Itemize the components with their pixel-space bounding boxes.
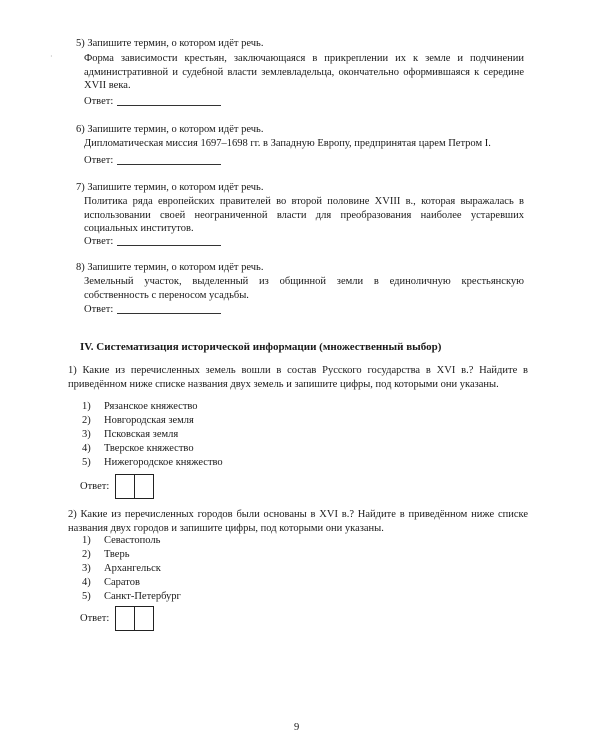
option-label: Санкт-Петербург — [104, 591, 181, 602]
q8-answer-line[interactable] — [117, 313, 221, 314]
section-title: IV. Систематизация исторической информации (множественный выбор) — [80, 341, 442, 353]
list-item — [82, 562, 181, 576]
option-number: 4) — [82, 443, 91, 454]
option-label: Саратов — [104, 577, 140, 588]
option-label: Тверь — [104, 549, 130, 560]
q7-answer-line[interactable] — [117, 245, 221, 246]
mc2-answer-label: Ответ: — [80, 613, 110, 624]
q8-answer-label: Ответ: — [84, 304, 114, 315]
q8-heading: 8) Запишите термин, о котором идёт речь. — [76, 262, 264, 273]
option-number: 4) — [82, 577, 91, 588]
answer-cell[interactable] — [135, 606, 154, 631]
q7-heading: 7) Запишите термин, о котором идёт речь. — [76, 182, 264, 193]
q8-text: Земельный участок, выделенный из общинной земли в единоличную крестьянскую собственность с переносом усадьбы. — [84, 276, 524, 301]
option-label: Псковская земля — [104, 429, 179, 440]
option-label: Архангельск — [104, 563, 161, 574]
q7-answer-label: Ответ: — [84, 236, 114, 247]
list-item — [82, 456, 223, 470]
option-number: 3) — [82, 429, 91, 440]
option-number: 5) — [82, 457, 91, 468]
list-item — [82, 590, 181, 604]
mc1-answer-boxes — [115, 474, 154, 499]
option-label: Новгородская земля — [104, 415, 194, 426]
option-number: 2) — [82, 549, 91, 560]
option-number: 1) — [82, 535, 91, 546]
mc1-text: 1) Какие из перечисленных земель вошли в состав Русского государства в XVI в.? Найдите в приведённом ниже списке названия двух земель и запишите цифры, под которыми они указаны. — [68, 365, 528, 390]
list-item — [82, 548, 181, 562]
q5-answer-label: Ответ: — [84, 96, 114, 107]
list-item — [82, 442, 223, 456]
mc2-options — [82, 534, 181, 604]
mc1-options — [82, 400, 223, 470]
mc1-answer — [80, 474, 154, 499]
mc2-text: 2) Какие из перечисленных городов были основаны в XVI в.? Найдите в приведённом ниже списке названия двух городов и запишите цифры, под которыми они указаны. — [68, 509, 528, 534]
option-label: Рязанское княжество — [104, 401, 198, 412]
q6-answer-line[interactable] — [117, 164, 221, 165]
q6-text: Дипломатическая миссия 1697–1698 гг. в Западную Европу, предпринятая царем Петром I. — [84, 138, 491, 149]
q7-text: Политика ряда европейских правителей во второй половине XVIII в., которая выражалась в использовании своей неограниченной власти для преобразования наиболее устаревших социальных институтов. — [84, 196, 524, 234]
list-item — [82, 576, 181, 590]
page-number: 9 — [294, 722, 300, 733]
answer-cell[interactable] — [115, 606, 135, 631]
q8-answer[interactable] — [84, 304, 221, 315]
q5-answer[interactable] — [84, 96, 221, 107]
option-number: 5) — [82, 591, 91, 602]
margin-mark: · — [50, 52, 53, 61]
mc2-answer-boxes — [115, 606, 154, 631]
option-label: Тверское княжество — [104, 443, 194, 454]
option-number: 3) — [82, 563, 91, 574]
q5-heading: 5) Запишите термин, о котором идёт речь. — [76, 38, 264, 49]
option-label: Севастополь — [104, 535, 161, 546]
q7-answer[interactable] — [84, 236, 221, 247]
list-item — [82, 414, 223, 428]
list-item — [82, 428, 223, 442]
q6-heading: 6) Запишите термин, о котором идёт речь. — [76, 124, 264, 135]
q6-answer[interactable] — [84, 155, 221, 166]
list-item — [82, 534, 181, 548]
option-label: Нижегородское княжество — [104, 457, 223, 468]
list-item — [82, 400, 223, 414]
q5-text: Форма зависимости крестьян, заключающаяся в прикреплении их к земле и подчинении административной и судебной власти землевладельца, окончательно оформившаяся к середине XVII века. — [84, 53, 524, 91]
q5-answer-line[interactable] — [117, 105, 221, 106]
mc1-answer-label: Ответ: — [80, 481, 110, 492]
q6-answer-label: Ответ: — [84, 155, 114, 166]
mc2-answer — [80, 606, 154, 631]
answer-cell[interactable] — [115, 474, 135, 499]
answer-cell[interactable] — [135, 474, 154, 499]
option-number: 1) — [82, 401, 91, 412]
option-number: 2) — [82, 415, 91, 426]
